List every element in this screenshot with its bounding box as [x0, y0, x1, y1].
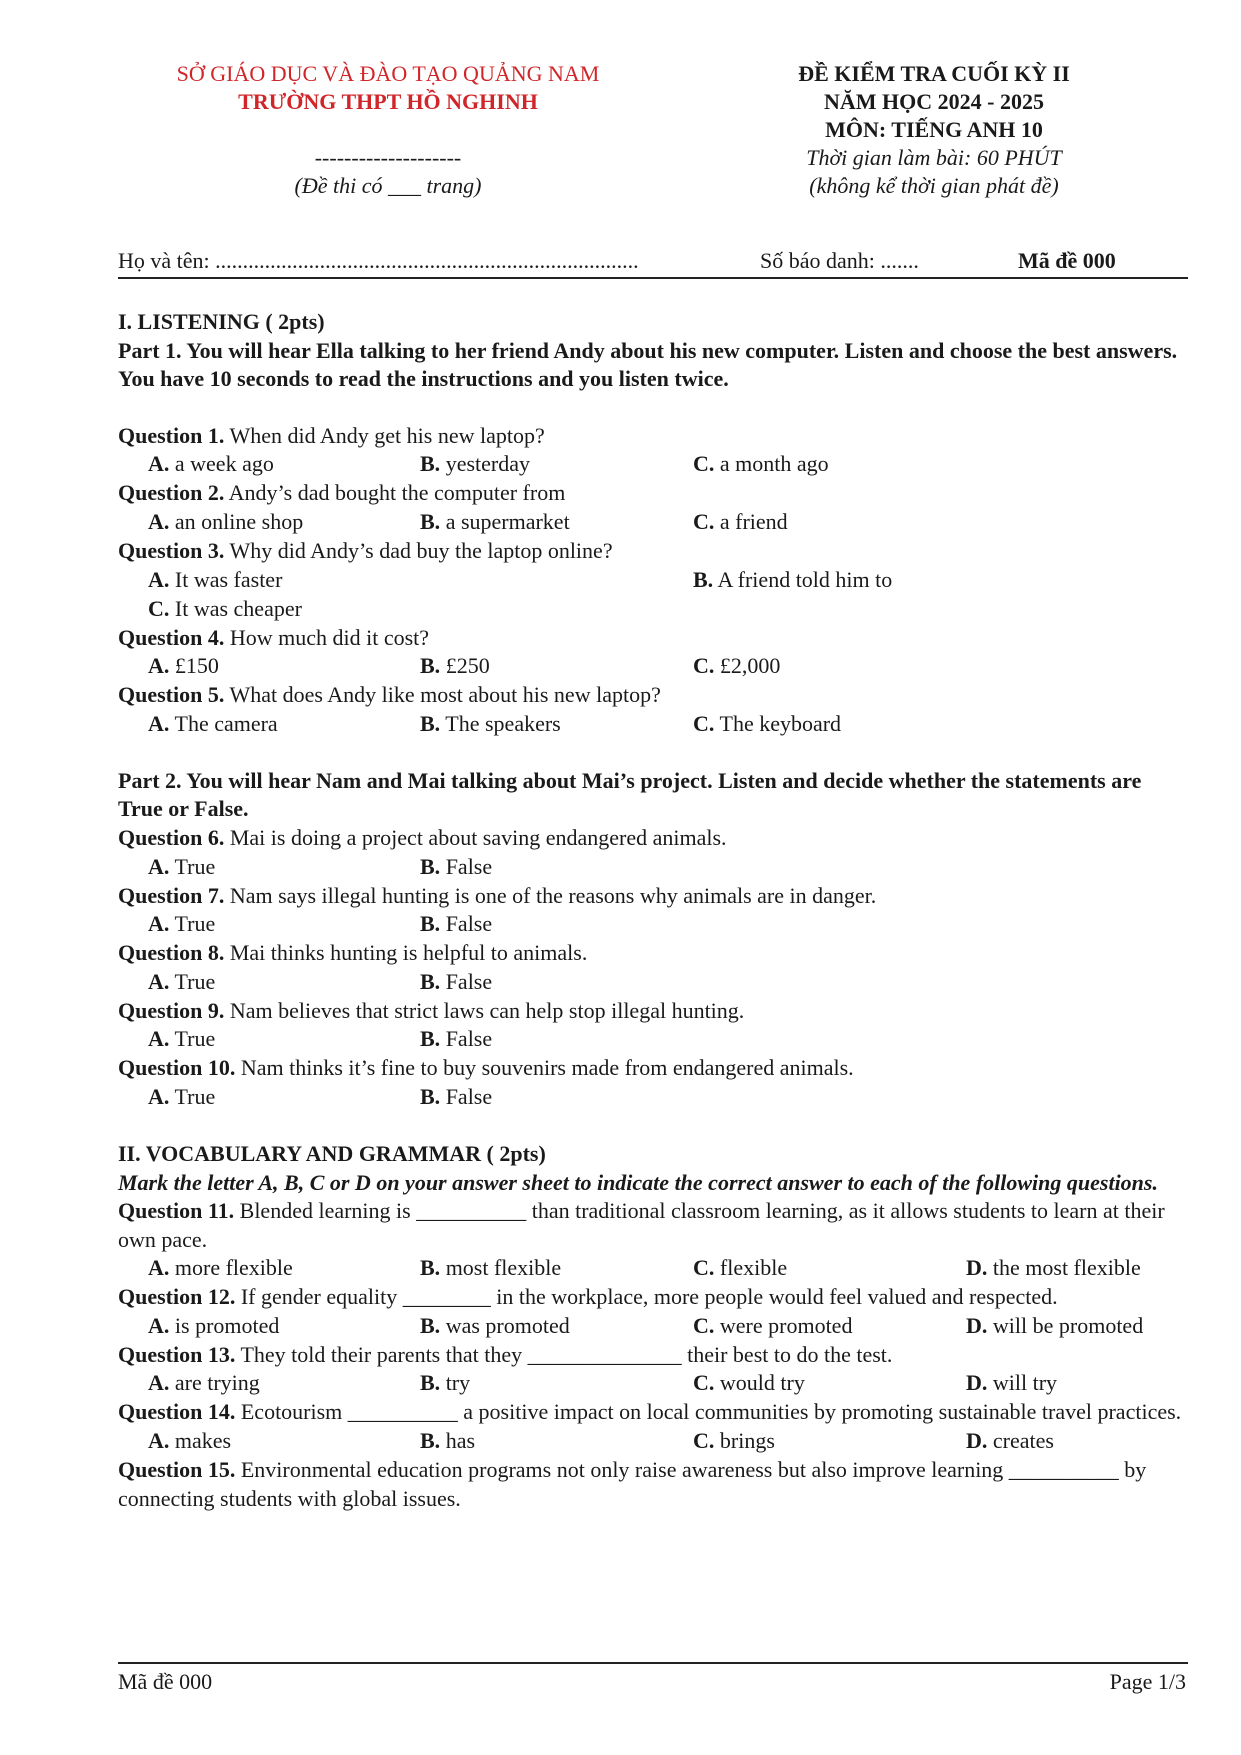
question-text: Nam believes that strict laws can help stop illegal hunting. — [229, 997, 745, 1023]
answer-option[interactable] — [693, 566, 892, 595]
question-text: Blended learning is __________ than traditional classroom learning, as it allows students to learn at their own pace. — [118, 1198, 1165, 1252]
option-text: try — [445, 1370, 471, 1396]
option-letter: B. — [420, 508, 441, 534]
question-label: Question 7. — [118, 882, 225, 908]
time-note: (không kể thời gian phát đề) — [809, 173, 1059, 198]
question-label: Question 6. — [118, 824, 225, 850]
answer-option[interactable] — [420, 450, 530, 479]
question-stem — [118, 537, 1186, 566]
question — [118, 537, 1186, 624]
answer-options — [118, 652, 1186, 681]
question — [118, 681, 1186, 739]
question-label: Question 9. — [118, 997, 225, 1023]
answer-option[interactable] — [148, 1427, 231, 1456]
answer-option[interactable] — [148, 1025, 215, 1054]
option-letter: B. — [420, 911, 441, 937]
option-letter: C. — [693, 1428, 715, 1454]
option-text: The keyboard — [719, 710, 842, 736]
question — [118, 1054, 1186, 1112]
answer-option[interactable] — [148, 910, 215, 939]
answer-options — [118, 968, 1186, 997]
answer-option[interactable] — [420, 652, 490, 681]
question-stem — [118, 624, 1186, 653]
answer-options — [118, 595, 1186, 624]
answer-options — [118, 1427, 1186, 1456]
answer-options — [118, 566, 1186, 595]
option-letter: D. — [966, 1255, 988, 1281]
option-text: It was cheaper — [174, 595, 302, 621]
answer-option[interactable] — [148, 652, 219, 681]
option-letter: A. — [148, 451, 170, 477]
header-rule — [118, 277, 1188, 279]
answer-option[interactable] — [420, 1312, 570, 1341]
answer-options — [118, 1083, 1186, 1112]
answer-option[interactable] — [420, 910, 492, 939]
option-letter: B. — [693, 566, 714, 592]
answer-option[interactable] — [693, 652, 780, 681]
answer-option[interactable] — [966, 1427, 1054, 1456]
option-letter: A. — [148, 1026, 170, 1052]
question-stem — [118, 1341, 1186, 1370]
option-letter: A. — [148, 853, 170, 879]
question — [118, 479, 1186, 537]
answer-option[interactable] — [148, 508, 303, 537]
question-text: Environmental education programs not only raise awareness but also improve learning __________ by connecting students with global issues. — [118, 1457, 1147, 1511]
question-text: Why did Andy’s dad buy the laptop online? — [229, 537, 613, 563]
question — [118, 1283, 1186, 1341]
question — [118, 1341, 1186, 1399]
option-text: A friend told him to — [717, 566, 893, 592]
question-stem — [118, 1054, 1186, 1083]
footer-rule — [118, 1662, 1188, 1664]
department-name: SỞ GIÁO DỤC VÀ ĐÀO TẠO QUẢNG NAM — [176, 61, 600, 86]
candidate-number-field: Số báo danh: ....... — [760, 248, 919, 273]
option-letter: A. — [148, 508, 170, 534]
question-stem — [118, 939, 1186, 968]
question-stem — [118, 479, 1186, 508]
option-text: were promoted — [719, 1312, 853, 1338]
question-text: They told their parents that they ______________ their best to do the test. — [240, 1341, 893, 1367]
option-text: £2,000 — [719, 653, 781, 679]
answer-option[interactable] — [693, 1254, 787, 1283]
answer-option[interactable] — [148, 710, 278, 739]
option-letter: B. — [420, 1255, 441, 1281]
answer-option[interactable] — [148, 450, 274, 479]
option-text: yesterday — [445, 451, 530, 477]
question — [118, 1398, 1186, 1456]
answer-options — [118, 450, 1186, 479]
answer-option[interactable] — [420, 1083, 492, 1112]
question — [118, 1456, 1186, 1513]
answer-option[interactable] — [148, 1312, 279, 1341]
question-label: Question 5. — [118, 682, 225, 708]
option-letter: A. — [148, 911, 170, 937]
option-letter: A. — [148, 1428, 170, 1454]
question-stem — [118, 824, 1186, 853]
student-info-row — [118, 246, 1186, 276]
answer-options — [118, 1369, 1186, 1398]
option-letter: C. — [693, 1312, 715, 1338]
question-text: Mai is doing a project about saving endangered animals. — [229, 824, 727, 850]
option-letter: A. — [148, 1255, 170, 1281]
option-letter: A. — [148, 1083, 170, 1109]
question-label: Question 1. — [118, 422, 225, 448]
question-label: Question 13. — [118, 1341, 236, 1367]
answer-option[interactable] — [693, 508, 788, 537]
option-letter: B. — [420, 653, 441, 679]
option-text: are trying — [174, 1370, 260, 1396]
question — [118, 422, 1186, 480]
question-text: Nam thinks it’s fine to buy souvenirs made from endangered animals. — [240, 1055, 854, 1081]
option-letter: D. — [966, 1370, 988, 1396]
option-text: a supermarket — [445, 508, 570, 534]
option-text: brings — [719, 1428, 775, 1454]
answer-option[interactable] — [966, 1312, 1143, 1341]
option-text: an online shop — [174, 508, 304, 534]
question-stem — [118, 1283, 1186, 1312]
part2-instruction: Part 2. You will hear Nam and Mai talking about Mai’s project. Listen and decide whether the statements are True or False. — [118, 767, 1142, 822]
option-letter: C. — [693, 451, 715, 477]
question-text: Mai thinks hunting is helpful to animals. — [229, 940, 588, 966]
option-letter: B. — [420, 1312, 441, 1338]
question-label: Question 2. — [118, 480, 225, 506]
question-text: Nam says illegal hunting is one of the reasons why animals are in danger. — [229, 882, 877, 908]
school-year: NĂM HỌC 2024 - 2025 — [824, 89, 1044, 114]
exam-title: ĐỀ KIỂM TRA CUỐI KỲ II — [798, 61, 1070, 86]
time-limit: Thời gian làm bài: 60 PHÚT — [806, 145, 1062, 170]
part1-instruction: Part 1. You will hear Ella talking to her friend Andy about his new computer. Listen and choose the best answers. You have 10 seconds to read the instructions and you listen twice. — [118, 337, 1178, 392]
section2-instruction: Mark the letter A, B, C or D on your answer sheet to indicate the correct answer to each of the following questions. — [118, 1169, 1158, 1195]
option-text: a month ago — [719, 451, 829, 477]
option-text: most flexible — [445, 1255, 562, 1281]
option-letter: A. — [148, 1312, 170, 1338]
answer-options — [118, 710, 1186, 739]
option-text: True — [174, 911, 216, 937]
option-text: True — [174, 968, 216, 994]
option-text: False — [445, 911, 493, 937]
question-stem — [118, 882, 1186, 911]
answer-option[interactable] — [693, 1427, 775, 1456]
section2-title: II. VOCABULARY AND GRAMMAR ( 2pts) — [118, 1140, 546, 1166]
option-text: flexible — [719, 1255, 788, 1281]
answer-option[interactable] — [420, 1427, 475, 1456]
option-text: a week ago — [174, 451, 274, 477]
option-letter: B. — [420, 710, 441, 736]
answer-option[interactable] — [420, 1254, 561, 1283]
question-stem — [118, 681, 1186, 710]
answer-option[interactable] — [148, 595, 302, 624]
answer-option[interactable] — [693, 450, 829, 479]
option-letter: C. — [693, 653, 715, 679]
option-text: would try — [719, 1370, 805, 1396]
section1-title: I. LISTENING ( 2pts) — [118, 309, 325, 334]
option-text: False — [445, 1026, 493, 1052]
option-letter: B. — [420, 853, 441, 879]
question-label: Question 3. — [118, 537, 225, 563]
option-letter: C. — [693, 1255, 715, 1281]
question-text: When did Andy get his new laptop? — [229, 422, 545, 448]
answer-option[interactable] — [693, 1369, 805, 1398]
exam-page — [118, 0, 1186, 1755]
subject: MÔN: TIẾNG ANH 10 — [825, 117, 1043, 142]
question-text: If gender equality ________ in the workplace, more people would feel valued and respected. — [240, 1284, 1058, 1310]
question — [118, 1197, 1186, 1283]
answer-option[interactable] — [148, 968, 215, 997]
option-letter: A. — [148, 968, 170, 994]
option-letter: B. — [420, 1083, 441, 1109]
section2-questions — [118, 1197, 1186, 1513]
option-text: will try — [992, 1370, 1058, 1396]
option-text: False — [445, 968, 493, 994]
question-stem — [118, 1456, 1186, 1513]
option-letter: C. — [693, 710, 715, 736]
page-number: Page 1/3 — [1109, 1669, 1186, 1694]
option-letter: B. — [420, 1428, 441, 1454]
answer-option[interactable] — [420, 710, 561, 739]
question-text: What does Andy like most about his new laptop? — [229, 682, 661, 708]
option-text: True — [174, 1026, 216, 1052]
option-letter: C. — [148, 595, 170, 621]
question-stem — [118, 997, 1186, 1026]
answer-options — [118, 508, 1186, 537]
answer-option[interactable] — [420, 1369, 470, 1398]
option-letter: A. — [148, 1370, 170, 1396]
option-text: £250 — [445, 653, 490, 679]
school-name: TRƯỜNG THPT HỒ NGHINH — [238, 89, 538, 114]
answer-option[interactable] — [148, 1254, 293, 1283]
answer-option[interactable] — [693, 1312, 852, 1341]
answer-option[interactable] — [148, 1083, 215, 1112]
option-text: £150 — [174, 653, 219, 679]
question-label: Question 14. — [118, 1399, 236, 1425]
question-stem — [118, 422, 1186, 451]
answer-option[interactable] — [148, 1369, 260, 1398]
exam-code: Mã đề 000 — [1018, 248, 1116, 273]
question-stem — [118, 1398, 1186, 1427]
option-text: It was faster — [174, 566, 283, 592]
option-letter: B. — [420, 1026, 441, 1052]
option-letter: B. — [420, 1370, 441, 1396]
option-text: the most flexible — [992, 1255, 1141, 1281]
question — [118, 939, 1186, 997]
option-text: False — [445, 853, 493, 879]
exam-content — [118, 308, 1186, 1513]
option-text: will be promoted — [992, 1312, 1144, 1338]
answer-option[interactable] — [148, 566, 282, 595]
question-label: Question 8. — [118, 940, 225, 966]
question-label: Question 11. — [118, 1198, 235, 1224]
student-name-field: Họ và tên: ............................................................................. — [118, 248, 639, 273]
question-label: Question 10. — [118, 1055, 236, 1081]
answer-option[interactable] — [966, 1369, 1057, 1398]
option-letter: D. — [966, 1312, 988, 1338]
option-letter: B. — [420, 968, 441, 994]
option-text: has — [445, 1428, 476, 1454]
answer-options — [118, 1025, 1186, 1054]
option-text: True — [174, 853, 216, 879]
option-letter: D. — [966, 1428, 988, 1454]
answer-option[interactable] — [420, 968, 492, 997]
option-text: a friend — [719, 508, 788, 534]
question-label: Question 4. — [118, 624, 225, 650]
option-letter: A. — [148, 653, 170, 679]
header-dashes: -------------------- — [314, 145, 462, 170]
part2-questions — [118, 824, 1186, 1112]
question-text: How much did it cost? — [229, 624, 430, 650]
option-text: was promoted — [445, 1312, 570, 1338]
part1-questions — [118, 422, 1186, 739]
question — [118, 824, 1186, 882]
answer-options — [118, 910, 1186, 939]
question — [118, 882, 1186, 940]
answer-option[interactable] — [420, 853, 492, 882]
answer-option[interactable] — [420, 1025, 492, 1054]
option-letter: A. — [148, 566, 170, 592]
answer-option[interactable] — [966, 1254, 1141, 1283]
question — [118, 997, 1186, 1055]
option-text: creates — [992, 1428, 1054, 1454]
exam-header — [118, 58, 1186, 218]
question-text: Andy’s dad bought the computer from — [228, 480, 566, 506]
option-text: The camera — [174, 710, 278, 736]
option-text: False — [445, 1083, 493, 1109]
option-letter: A. — [148, 710, 170, 736]
answer-option[interactable] — [148, 853, 215, 882]
option-text: True — [174, 1083, 216, 1109]
question-stem — [118, 1197, 1186, 1254]
question-text: Ecotourism __________ a positive impact on local communities by promoting sustainable travel practices. — [240, 1399, 1182, 1425]
question-label: Question 12. — [118, 1284, 236, 1310]
option-text: makes — [174, 1428, 232, 1454]
option-text: more flexible — [174, 1255, 293, 1281]
answer-option[interactable] — [420, 508, 570, 537]
pages-note: (Đề thi có ___ trang) — [294, 173, 482, 198]
question-label: Question 15. — [118, 1457, 236, 1483]
answer-options — [118, 1312, 1186, 1341]
footer-exam-code: Mã đề 000 — [118, 1669, 213, 1694]
answer-option[interactable] — [693, 710, 841, 739]
option-text: is promoted — [174, 1312, 280, 1338]
answer-options — [118, 853, 1186, 882]
option-letter: C. — [693, 1370, 715, 1396]
option-letter: B. — [420, 451, 441, 477]
option-text: The speakers — [445, 710, 561, 736]
option-letter: C. — [693, 508, 715, 534]
question — [118, 624, 1186, 682]
answer-options — [118, 1254, 1186, 1283]
